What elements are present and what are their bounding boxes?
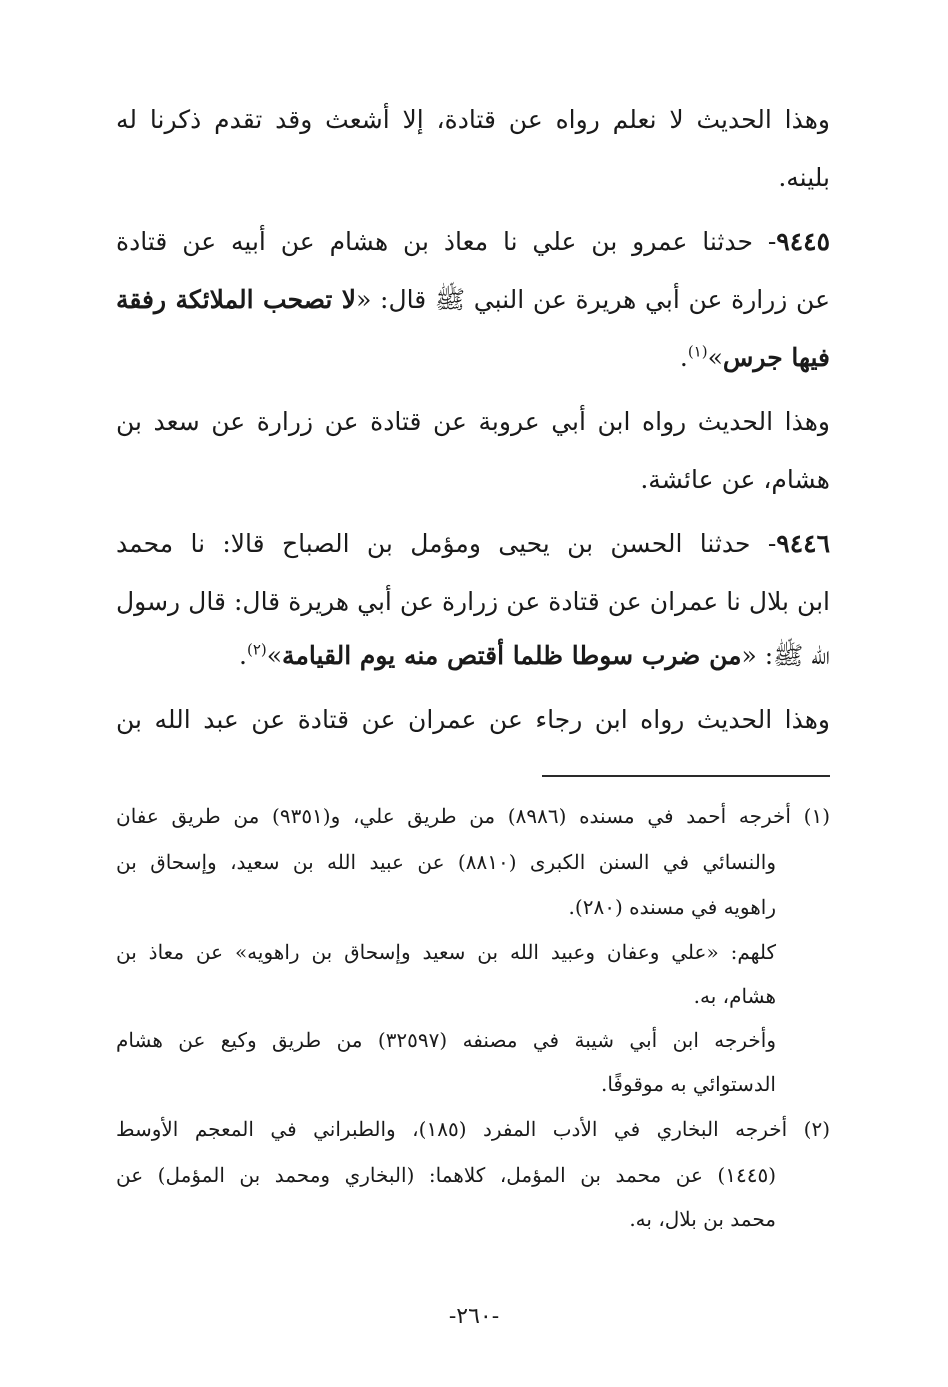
footnote-line: كلهم: «علي وعفان وعبيد الله بن سعيد وإسحاق بن راهويه» عن معاذ بن xyxy=(116,940,776,964)
body-text: . xyxy=(679,343,688,372)
footnote-line: والنسائي في السنن الكبرى (٨٨١٠) عن عبيد الله بن سعيد، وإسحاق بن xyxy=(116,850,776,874)
body-text: » xyxy=(707,343,723,372)
footnote-line: (٢) أخرجه البخاري في الأدب المفرد (١٨٥)، والطبراني في المعجم الأوسط xyxy=(116,1117,830,1141)
footnote-line: راهويه في مسنده (٢٨٠). xyxy=(568,895,776,919)
footnote-line: الدستوائي به موقوفًا. xyxy=(600,1072,776,1096)
footnote-ref: (٢) xyxy=(246,640,267,659)
page-number: -٢٦٠- xyxy=(448,1304,500,1329)
hadith-quote: فيها جرس xyxy=(722,343,830,372)
footnote-line: (١) أخرجه أحمد في مسنده (٨٩٨٦) من طريق علي، و(٩٣٥١) من طريق عفان xyxy=(116,804,831,828)
hadith-quote: من ضرب سوطا ظلما أقتص منه يوم القيامة xyxy=(282,641,742,670)
hadith-number: ٩٤٤٦ xyxy=(776,529,830,558)
hadith-9446-line-2: ابن بلال نا عمران عن قتادة عن زرارة عن أبي هريرة قال: قال رسول xyxy=(116,587,830,616)
footnote-ref: (١) xyxy=(687,342,708,361)
hadith-number: ٩٤٤٥ xyxy=(776,227,830,256)
hadith-9446-line-1 xyxy=(116,524,830,564)
body-text: » xyxy=(266,641,283,670)
footnote-line: (١٤٤٥) عن محمد بن المؤمل، كلاهما: (البخاري ومحمد بن المؤمل) عن xyxy=(116,1163,776,1187)
hadith-9445-line-2 xyxy=(116,280,830,320)
body-line: وهذا الحديث لا نعلم رواه عن قتادة، إلا أشعث وقد تقدم ذكرنا له xyxy=(116,105,830,134)
body-text: - حدثنا عمرو بن علي نا معاذ بن هشام عن أبيه عن قتادة xyxy=(116,227,777,256)
hadith-9446-line-3 xyxy=(239,636,830,676)
body-text: عن زرارة عن أبي هريرة عن النبي ﷺ قال: « xyxy=(356,285,830,314)
body-text: . xyxy=(239,641,247,670)
body-text: - حدثنا الحسن بن يحيى ومؤمل بن الصباح قالا: نا محمد xyxy=(116,529,777,558)
footnote-separator xyxy=(542,775,830,777)
body-line: هشام، عن عائشة. xyxy=(640,465,830,494)
body-line: وهذا الحديث رواه ابن رجاء عن عمران عن قتادة عن عبد الله بن xyxy=(116,705,830,734)
body-line: بلينه. xyxy=(778,163,830,192)
footnote-line: محمد بن بلال، به. xyxy=(629,1207,776,1231)
body-line: وهذا الحديث رواه ابن أبي عروبة عن قتادة عن زرارة عن سعد بن xyxy=(116,407,830,436)
hadith-9445-line-1 xyxy=(116,222,830,262)
footnote-line: هشام، به. xyxy=(693,984,776,1008)
body-text: الله ﷺ: « xyxy=(741,641,830,670)
footnote-line: وأخرجه ابن أبي شيبة في مصنفه (٣٢٥٩٧) من طريق وكيع عن هشام xyxy=(116,1028,776,1052)
hadith-9445-line-3 xyxy=(680,338,830,378)
hadith-quote: لا تصحب الملائكة رفقة xyxy=(116,285,357,314)
